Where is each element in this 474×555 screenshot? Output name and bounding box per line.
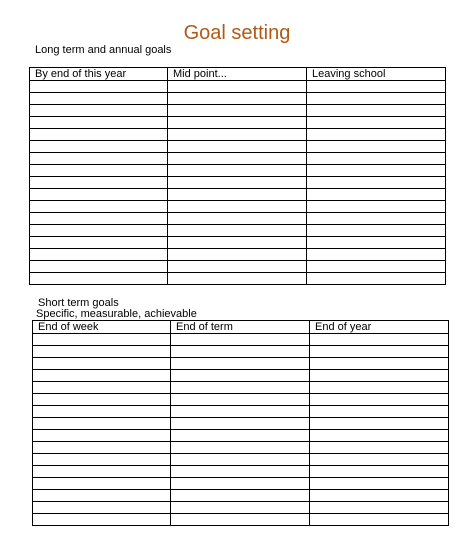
table-row	[33, 514, 449, 526]
blank-cell[interactable]	[307, 273, 446, 285]
blank-cell[interactable]	[171, 442, 310, 454]
blank-cell[interactable]	[168, 201, 307, 213]
blank-cell[interactable]	[30, 81, 168, 93]
table-row	[33, 442, 449, 454]
blank-cell[interactable]	[168, 225, 307, 237]
table-header-row	[33, 321, 449, 334]
short-term-goals-table	[32, 320, 449, 526]
blank-cell[interactable]	[310, 454, 449, 466]
column-header-by-end-of-year: By end of this year	[30, 68, 168, 81]
section-long-term-heading: Long term and annual goals	[35, 44, 172, 56]
blank-cell[interactable]	[307, 81, 446, 93]
blank-cell[interactable]	[171, 430, 310, 442]
table-row	[33, 346, 449, 358]
table-row	[30, 141, 446, 153]
blank-cell[interactable]	[171, 382, 310, 394]
blank-cell[interactable]	[33, 406, 171, 418]
blank-cell[interactable]	[168, 261, 307, 273]
blank-cell[interactable]	[171, 358, 310, 370]
table-row	[33, 334, 449, 346]
blank-cell[interactable]	[310, 394, 449, 406]
table-row	[33, 370, 449, 382]
section-short-term-heading: Short term goals	[38, 297, 119, 309]
blank-cell[interactable]	[33, 418, 171, 430]
blank-cell[interactable]	[168, 177, 307, 189]
table-row	[30, 165, 446, 177]
table-row	[33, 466, 449, 478]
table-row	[33, 394, 449, 406]
blank-cell[interactable]	[310, 514, 449, 526]
blank-cell[interactable]	[310, 418, 449, 430]
blank-cell[interactable]	[171, 478, 310, 490]
table-row	[30, 237, 446, 249]
blank-cell[interactable]	[307, 105, 446, 117]
table-row	[33, 430, 449, 442]
column-header-mid-point: Mid point...	[168, 68, 307, 81]
table-row	[33, 406, 449, 418]
table-row	[30, 81, 446, 93]
blank-cell[interactable]	[171, 346, 310, 358]
table-row	[33, 478, 449, 490]
blank-cell[interactable]	[307, 261, 446, 273]
blank-cell[interactable]	[33, 454, 171, 466]
blank-cell[interactable]	[33, 358, 171, 370]
blank-cell[interactable]	[30, 213, 168, 225]
table-row	[30, 177, 446, 189]
blank-cell[interactable]	[168, 93, 307, 105]
blank-cell[interactable]	[310, 370, 449, 382]
long-term-goals-table	[29, 67, 446, 285]
blank-cell[interactable]	[30, 165, 168, 177]
table-row	[30, 129, 446, 141]
table-row	[33, 418, 449, 430]
blank-cell[interactable]	[30, 153, 168, 165]
blank-cell[interactable]	[33, 514, 171, 526]
column-header-leaving-school: Leaving school	[307, 68, 446, 81]
blank-cell[interactable]	[310, 334, 449, 346]
column-header-end-of-year: End of year	[310, 321, 449, 334]
blank-cell[interactable]	[168, 141, 307, 153]
blank-cell[interactable]	[168, 117, 307, 129]
blank-cell[interactable]	[30, 201, 168, 213]
blank-cell[interactable]	[30, 105, 168, 117]
blank-cell[interactable]	[30, 117, 168, 129]
blank-cell[interactable]	[307, 93, 446, 105]
blank-cell[interactable]	[307, 249, 446, 261]
blank-cell[interactable]	[307, 237, 446, 249]
blank-cell[interactable]	[33, 490, 171, 502]
blank-cell[interactable]	[171, 334, 310, 346]
blank-cell[interactable]	[33, 430, 171, 442]
blank-cell[interactable]	[307, 213, 446, 225]
blank-cell[interactable]	[168, 273, 307, 285]
blank-cell[interactable]	[307, 189, 446, 201]
blank-cell[interactable]	[168, 105, 307, 117]
blank-cell[interactable]	[171, 406, 310, 418]
column-header-end-of-term: End of term	[171, 321, 310, 334]
table-row	[30, 153, 446, 165]
blank-cell[interactable]	[30, 249, 168, 261]
blank-cell[interactable]	[310, 502, 449, 514]
blank-cell[interactable]	[33, 346, 171, 358]
blank-cell[interactable]	[310, 382, 449, 394]
blank-cell[interactable]	[310, 346, 449, 358]
blank-cell[interactable]	[33, 502, 171, 514]
table-row	[30, 201, 446, 213]
blank-cell[interactable]	[307, 177, 446, 189]
blank-cell[interactable]	[33, 382, 171, 394]
blank-cell[interactable]	[307, 153, 446, 165]
blank-cell[interactable]	[33, 334, 171, 346]
blank-cell[interactable]	[307, 129, 446, 141]
blank-cell[interactable]	[168, 81, 307, 93]
blank-cell[interactable]	[310, 358, 449, 370]
blank-cell[interactable]	[171, 466, 310, 478]
blank-cell[interactable]	[30, 273, 168, 285]
page-title: Goal setting	[183, 22, 291, 44]
blank-cell[interactable]	[310, 430, 449, 442]
blank-cell[interactable]	[168, 165, 307, 177]
table-row	[33, 490, 449, 502]
blank-cell[interactable]	[310, 442, 449, 454]
blank-cell[interactable]	[33, 394, 171, 406]
blank-cell[interactable]	[168, 129, 307, 141]
blank-cell[interactable]	[33, 442, 171, 454]
column-header-end-of-week: End of week	[33, 321, 171, 334]
blank-cell[interactable]	[307, 117, 446, 129]
blank-cell[interactable]	[171, 370, 310, 382]
blank-cell[interactable]	[33, 478, 171, 490]
blank-cell[interactable]	[168, 249, 307, 261]
blank-cell[interactable]	[30, 93, 168, 105]
table-row	[30, 117, 446, 129]
blank-cell[interactable]	[30, 261, 168, 273]
blank-cell[interactable]	[33, 370, 171, 382]
blank-cell[interactable]	[30, 237, 168, 249]
blank-cell[interactable]	[168, 237, 307, 249]
table-row	[30, 273, 446, 285]
blank-cell[interactable]	[171, 514, 310, 526]
section-short-term-subheading: Specific, measurable, achievable	[36, 308, 197, 320]
blank-cell[interactable]	[307, 165, 446, 177]
blank-cell[interactable]	[30, 189, 168, 201]
table-row	[30, 213, 446, 225]
blank-cell[interactable]	[310, 478, 449, 490]
table-header-row	[30, 68, 446, 81]
table-row	[30, 261, 446, 273]
blank-cell[interactable]	[307, 225, 446, 237]
table-row	[33, 502, 449, 514]
table-row	[30, 93, 446, 105]
blank-cell[interactable]	[310, 490, 449, 502]
blank-cell[interactable]	[171, 394, 310, 406]
blank-cell[interactable]	[168, 153, 307, 165]
table-row	[33, 454, 449, 466]
blank-cell[interactable]	[171, 418, 310, 430]
blank-cell[interactable]	[307, 141, 446, 153]
blank-cell[interactable]	[310, 466, 449, 478]
blank-cell[interactable]	[171, 502, 310, 514]
blank-cell[interactable]	[30, 225, 168, 237]
blank-cell[interactable]	[30, 141, 168, 153]
table-row	[30, 225, 446, 237]
blank-cell[interactable]	[307, 201, 446, 213]
blank-cell[interactable]	[30, 129, 168, 141]
blank-cell[interactable]	[168, 213, 307, 225]
blank-cell[interactable]	[168, 189, 307, 201]
table-row	[30, 189, 446, 201]
table-row	[30, 105, 446, 117]
blank-cell[interactable]	[33, 466, 171, 478]
table-row	[33, 358, 449, 370]
table-row	[30, 249, 446, 261]
table-row	[33, 382, 449, 394]
blank-cell[interactable]	[171, 454, 310, 466]
blank-cell[interactable]	[30, 177, 168, 189]
blank-cell[interactable]	[171, 490, 310, 502]
blank-cell[interactable]	[310, 406, 449, 418]
